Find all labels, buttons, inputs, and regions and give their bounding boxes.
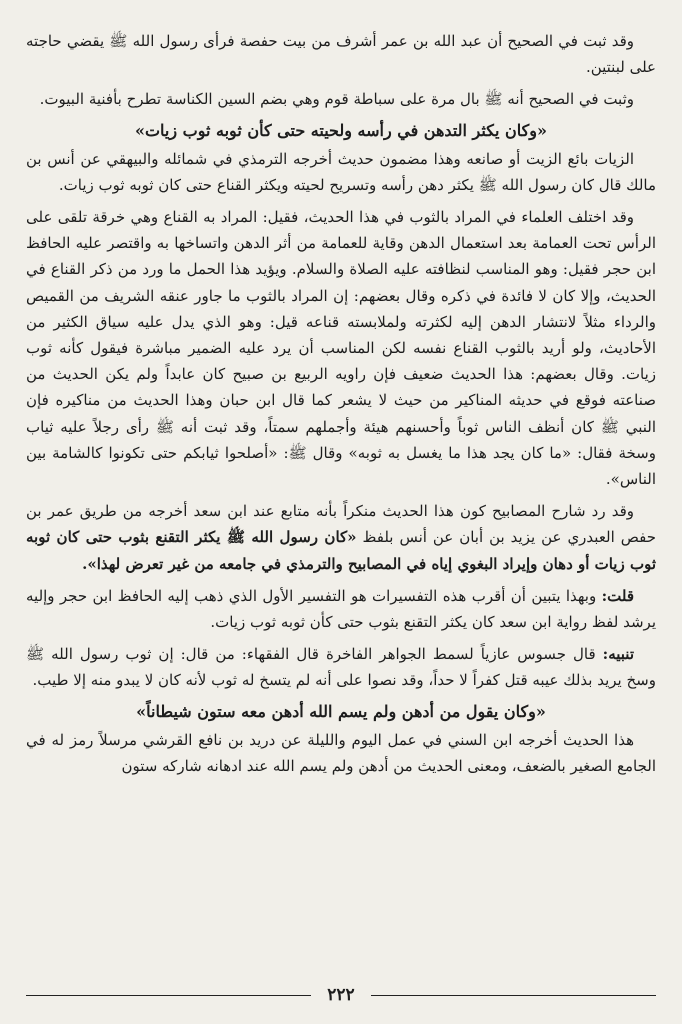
page-number: ٢٢٢ — [327, 985, 355, 1005]
quoted-narration: «كان رسول الله ﷺ يكثر التقنع بثوب حتى كان ثوبه ثوب زيات أو دهان وإيراد البغوي إياه في المصابيح والترمذي في جامعه من غير تعرض لهذا». — [26, 528, 656, 573]
paragraph-1: وقد ثبت في الصحيح أن عبد الله بن عمر أشرف من بيت حفصة فرأى رسول الله ﷺ يقضي حاجته على لبنتين. — [26, 32, 656, 77]
paragraph-5 — [26, 498, 656, 577]
paragraph-3: الزيات بائع الزيت أو صانعه وهذا مضمون حديث أخرجه الترمذي في شمائله والبيهقي عن أنس بن مالك قال كان رسول الله ﷺ يكثر دهن رأسه وتسريح لحيته ويكثر القناع حتى كان ثوبه ثوب زيات. — [26, 149, 656, 194]
footer-rule-right — [371, 995, 656, 996]
paragraph-qult — [26, 583, 656, 635]
paragraph-4: وقد اختلف العلماء في المراد بالثوب في هذا الحديث، فقيل: المراد به القناع وهي خرقة تلقى على الرأس تحت العمامة بعد استعمال الدهن وقاية للعمامة من أثر الدهن واتساخها به واقتصر عليه الحافظ ابن حجر فقيل: وهو المناسب لنظافته عليه الصلاة والسلام. ويؤيد هذا الحمل ما ورد من ذكر القناع في الحديث، وإلا كان لا فائدة في ذكره وقال بعضهم: إن المراد بالثوب ما جاور عنقه الشريف من القميص والرداء مثلاً لانتشار الدهن إليه لكثرته ولملابسته قناعه قيل: وهو الذي يدل عليه سياق الكثير من الأحاديث، ولو أريد بالثوب القناع نفسه لكن المناسب أن يرد عليه الضمير مباشرة فيقول كأنه ثوب زيات. وقال بعضهم: هذا الحديث ضعيف فإن راويه الربيع بن صبيح كان عابداً ولم يكن الحديث من صناعته فوقع في حديثه المناكير من حيث لا يشعر كما قال ابن حبان وهذا الحديث من مناكيره فإن النبي ﷺ كان أنظف الناس ثوباً وأحسنهم هيئة وأجملهم سمتاً، وقد ثبت أنه ﷺ رأى رجلاً عليه ثياب وسخة فقال: «ما كان يجد هذا ما يغسل به ثوبه» وقال ﷺ: «أصلحوا ثيابكم حتى تكونوا كالشامة بين الناس». — [26, 208, 656, 489]
footer-rule-left — [26, 995, 311, 996]
paragraph-2: وثبت في الصحيح أنه ﷺ بال مرة على سباطة قوم وهي بضم السين الكناسة تطرح بأفنية البيوت. — [39, 90, 634, 109]
tanbih-text: قال جسوس عازياً لسمط الجواهر الفاخرة قال الفقهاء: من قال: إن ثوب رسول الله ﷺ وسخ يريد بذلك عيبه قتل كفراً لا حداً، وقد نصوا على أنه لم يتسخ له ثوب لأنه كان لا يبدو منه إلا طيب. — [26, 645, 656, 690]
paragraph-8: هذا الحديث أخرجه ابن السني في عمل اليوم والليلة عن دريد بن نافع القرشي مرسلاً رمز له في الجامع الصغير بالضعف، ومعنى الحديث من أدهن ولم يسم الله عند ادهانه شاركه ستون — [26, 730, 656, 775]
paragraph-tanbih — [26, 641, 656, 693]
page-footer — [26, 984, 656, 1006]
section-heading-2: «وكان يقول من أدهن ولم يسم الله أدهن معه ستون شيطاناً» — [136, 701, 546, 721]
tanbih-label: تنبيه: — [602, 645, 634, 664]
qult-label: قلت: — [601, 586, 634, 605]
qult-text: وبهذا يتبين أن أقرب هذه التفسيرات هو التفسير الأول الذي ذهب إليه الحافظ ابن حجر وإليه يرشد لفظ رواية ابن سعد كان يكثر التقنع بثوب حتى كأن ثوبه ثوب زيات. — [26, 586, 656, 632]
section-heading-1: «وكان يكثر التدهن في رأسه ولحيته حتى كأن ثوبه ثوب زيات» — [134, 120, 548, 140]
paragraph-5-text: وقد رد شارح المصابيح كون هذا الحديث منكراً بأنه متابع عند ابن سعد أخرجه من طريق عمر بن حفص العبدري عن يزيد بن أبان عن أنس بلفظ — [26, 502, 656, 547]
